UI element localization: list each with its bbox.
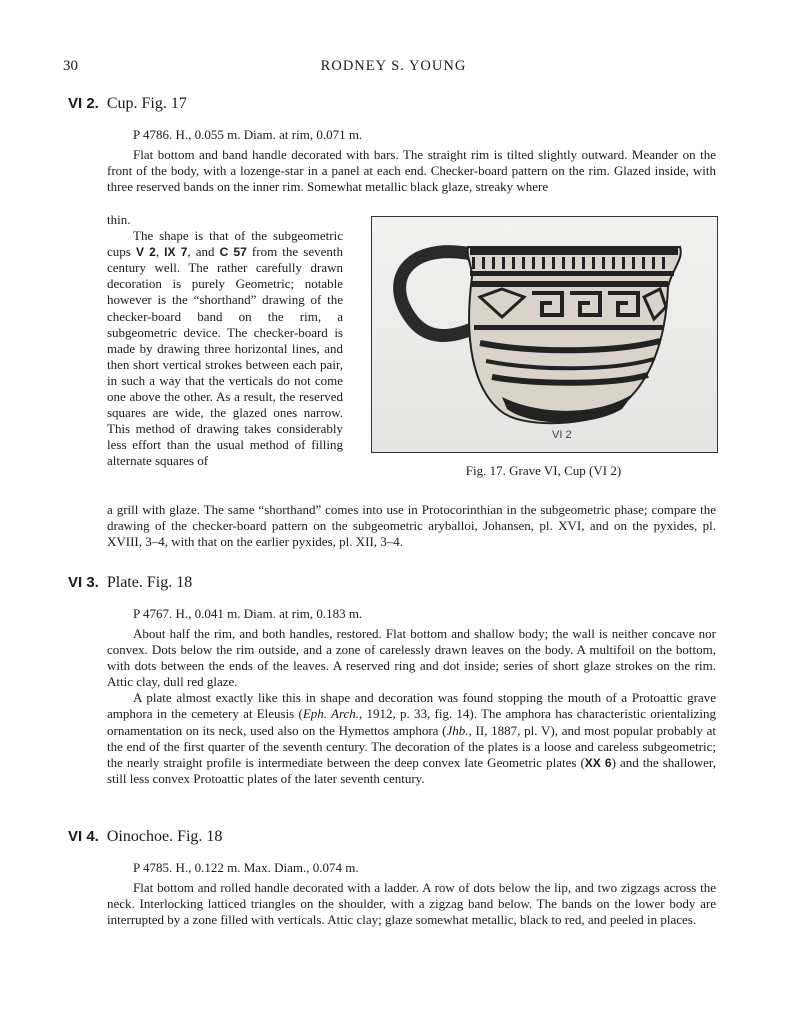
text-run: ) and the shallower, still less convex Protoattic plates of the later seventh century. <box>107 754 716 786</box>
cross-reference: IX 7 <box>164 245 188 260</box>
paragraph-text: a grill with glaze. The same “shorthand” comes into use in Protocorinthian in the subgeometric phase; compare the drawing of the checker-board pattern on the subgeometric aryballoi, Johansen, pl. XVI, and on the pyxides, pl. XVIII, 3–4, with that on the earlier pyxides, pl. XII, 3–4. <box>107 502 716 550</box>
paragraph-text: Flat bottom and band handle decorated with bars. The straight rim is tilted slightly outward. Meander on the front of the body, with a lozenge-star in a panel at each end. Checker-board pattern on the rim. Glazed inside, with three reserved bands on the inner rim. Somewhat metallic black glaze, streaky where <box>107 147 716 195</box>
paragraph <box>107 690 716 787</box>
figure-photograph <box>371 216 718 453</box>
paragraph-group <box>107 626 716 787</box>
paragraph: Flat bottom and rolled handle decorated with a ladder. A row of dots below the lip, and two zigzags across the neck. Interlocking latticed triangles on the shoulder, with a zigzag band below. The bands on the lower body are interrupted by a zone filled with verticals. Attic clay; glaze somewhat metallic, black to red, and peeled in places. <box>107 880 716 928</box>
running-head: RODNEY S. YOUNG <box>320 58 467 74</box>
text-run: from the seventh century well. The rather carefully drawn decoration is purely Geometric; notable however is the “shorthand” drawing of the checker-board band on the rim, a subgeometric device. The checker-board is made by drawing three horizontal lines, and then short vertical strokes between each pair, in such a way that the verticals do not come one above the other. As a result, the reserved squares are wide, the glazed ones narrow. This method of drawing takes considerably less effort than the usual method of filling alternate squares of <box>107 244 343 469</box>
text-run: , and <box>187 244 220 260</box>
catalog-number: VI 2. <box>68 95 99 112</box>
entry-title: Plate. Fig. 18 <box>106 574 193 591</box>
figure-caption: Fig. 17. Grave VI, Cup (VI 2) <box>465 463 622 478</box>
text-run: , II, 1887, pl. V), and most popular probably at the end of the first quarter of the seventh century. The decoration of the plates is a loose and careless subgeometric; the nearly straight profile is intermediate between the deep convex late Geometric plates ( <box>107 722 717 770</box>
text-run: , <box>155 244 165 260</box>
cross-reference: V 2 <box>135 245 156 260</box>
text-run: , 1912, p. 33, fig. 14). The amphora has characteristic orientalizing ornamentation on its neck, used also on the Hymettos amphora ( <box>107 706 716 738</box>
paragraph-tail: thin. <box>107 212 131 227</box>
italic-citation: Eph. Arch. <box>302 706 360 722</box>
text-run: The shape is that of the subgeometric cups <box>107 228 343 260</box>
running-header <box>0 58 787 78</box>
catalog-line: P 4786. H., 0.055 m. Diam. at rim, 0.071 m. <box>133 127 363 142</box>
cross-reference: C 57 <box>219 245 247 260</box>
catalog-number: VI 3. <box>68 574 99 591</box>
italic-citation: Jhb. <box>446 722 469 738</box>
figure-inset-label: VI 2 <box>552 429 572 441</box>
entry-heading-vi4 <box>68 828 222 846</box>
catalog-line: P 4767. H., 0.041 m. Diam. at rim, 0.183 m. <box>133 606 363 621</box>
catalog-number: VI 4. <box>68 828 99 845</box>
paragraph-continuation <box>107 502 716 550</box>
page-number: 30 <box>63 58 78 74</box>
paragraph <box>107 147 716 195</box>
paragraph: About half the rim, and both handles, restored. Flat bottom and shallow body; the wall is neither concave nor convex. Dots below the rim outside, and a zone of carelessly drawn leaves on the body. A multifoil on the bottom, with dots between the ends of the leaves. A reserved ring and dot inside; series of short glaze strokes on the rim. Attic clay, dull red glaze. <box>107 626 716 690</box>
text-run: A plate almost exactly like this in shape and decoration was found stopping the mouth of a Protoattic grave amphora in the cemetery at Eleusis ( <box>107 690 716 722</box>
cup-photo-illustration <box>372 217 717 452</box>
catalog-line: P 4785. H., 0.122 m. Max. Diam., 0.074 m. <box>133 860 359 875</box>
entry-title: Cup. Fig. 17 <box>106 95 187 112</box>
entry-heading-vi3 <box>68 574 192 592</box>
entry-title: Oinochoe. Fig. 18 <box>106 828 223 845</box>
wrapped-text-column <box>107 212 343 470</box>
cross-reference: XX 6 <box>584 755 612 770</box>
entry-heading-vi2 <box>68 95 187 113</box>
paragraph-group <box>107 880 716 928</box>
paragraph <box>107 228 343 469</box>
